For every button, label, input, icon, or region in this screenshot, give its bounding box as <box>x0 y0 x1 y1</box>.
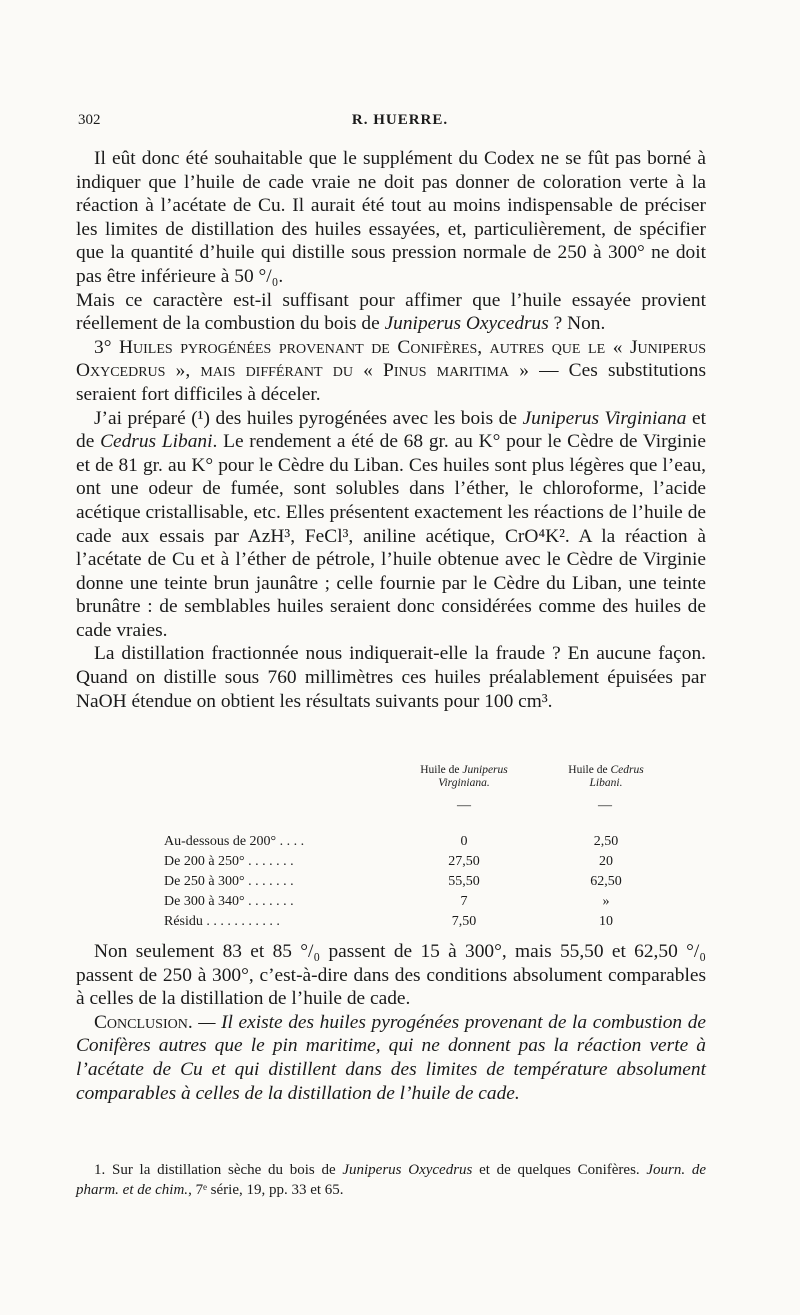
paragraph-4-text-c: . Le rendement a été de 68 gr. au K° pour le Cèdre de Virginie et de 81 gr. au K° pour le Cèdre du Liban. Ces huiles sont plus légères que l’eau, ont une odeur de fumée, sont solubles dans l’éther, le chloroforme, l’acide acétique cristallisable, etc. Elles présentent exactement les réactions de l’huile de cade aux essais par AzH³, FeCl³, aniline acétique, CrO⁴K². A la réaction à l’acétate de Cu et à l’éther de pétrole, l’huile obtenue avec le Cèdre de Virginie donne une teinte brun jaunâtre ; celle fournie par le Cèdre du Liban, une teinte brunâtre : de semblables huiles seraient donc considérées comme des huiles de cade vraies. <box>76 431 707 641</box>
table-row <box>164 834 684 854</box>
cedrus-value: 10 <box>599 914 613 929</box>
paragraph-5: La distillation fractionnée nous indiquerait-elle la fraude ? En aucune façon. Quand on distille sous 760 millimètres ces huiles préalablement épuisées par NaOH étendue on obtient les résultats suivants pour 100 cm³. <box>76 643 706 712</box>
page-number: 302 <box>78 112 101 128</box>
row-label: Au-dessous de 200° . . . . <box>164 834 305 849</box>
row-label: De 300 à 340° . . . . . . . <box>164 894 294 909</box>
juniperus-value: 27,50 <box>448 854 480 869</box>
header-species: Virginiana. <box>438 777 490 789</box>
header-prefix: Huile de <box>420 764 460 776</box>
footnote-text-b: et de quelques Conifères. <box>472 1162 647 1178</box>
table-row <box>164 914 684 934</box>
footnote-text-a: 1. Sur la distillation sèche du bois de <box>94 1162 343 1178</box>
juniperus-value: 0 <box>460 834 468 849</box>
header-genus: Juniperus <box>462 764 508 776</box>
species-name-virginiana: Juniperus Virginiana <box>522 407 687 429</box>
species-name: Juniperus Oxycedrus <box>384 313 549 335</box>
post-table-text <box>76 940 706 1105</box>
header-dash: — <box>457 798 471 813</box>
table-header-juniperus <box>400 764 528 790</box>
table-header-cedrus <box>542 764 670 790</box>
footnote-text-c: , 7ᵉ série, 19, pp. 33 et 65. <box>188 1182 344 1198</box>
header-dash: — <box>598 798 612 813</box>
paragraph-6: Non seulement 83 et 85 °/₀ passent de 15 à 300°, mais 55,50 et 62,50 °/₀ passent de 250 à 300°, c’est-à-dire dans des conditions absolument comparables à celles de la distillation de l’huile de cade. <box>76 941 706 1010</box>
section-3-heading: 3° Huiles pyrogénées provenant de Conifères, autres que le « Juniperus Oxycedrus », mais différant du « Pinus maritima » <box>76 336 706 382</box>
footnote-journal: Journ. de pharm. et de chim. <box>76 1162 707 1198</box>
section-3 <box>76 336 706 407</box>
juniperus-value: 7,50 <box>451 914 477 929</box>
paragraph-1: Il eût donc été souhaitable que le supplément du Codex ne se fût pas borné à indiquer que l’huile de cade vraie ne doit pas donner de coloration verte à la réaction à l’acétate de Cu. Il aurait été tout au moins indispensable de préciser les limites de distillation des huiles essayées, et, particulièrement, de spécifier que la quantité d’huile qui distille sous pression normale de 250 à 300° ne doit pas être inférieure à 50 °/₀. <box>76 148 706 287</box>
table-row <box>164 874 684 894</box>
cedrus-value: 20 <box>599 854 613 869</box>
table-row <box>164 854 684 874</box>
header-species: Libani. <box>589 777 623 789</box>
paragraph-4-text-b: et de <box>76 407 706 453</box>
row-label: De 200 à 250° . . . . . . . <box>164 854 294 869</box>
running-head: R. HUERRE. <box>351 112 449 128</box>
footnote-species: Juniperus Oxycedrus <box>342 1162 473 1178</box>
paragraph-4 <box>76 407 706 643</box>
juniperus-value: 7 <box>460 894 468 909</box>
cedrus-value: 62,50 <box>590 874 622 889</box>
main-text <box>76 147 706 713</box>
page-header <box>78 112 722 136</box>
row-label: Résidu . . . . . . . . . . . <box>164 914 280 929</box>
conclusion-paragraph <box>76 1011 706 1105</box>
paragraph-4-text-a: J’ai préparé (¹) des huiles pyrogénées avec les bois de <box>94 407 523 429</box>
conclusion-label: Conclusion. <box>94 1011 193 1033</box>
paragraph-2-tail: ? Non. <box>548 313 606 335</box>
species-name-libani: Cedrus Libani <box>100 431 213 453</box>
paragraph-2 <box>76 289 706 336</box>
cedrus-value: 2,50 <box>593 834 619 849</box>
footnote <box>76 1160 706 1200</box>
footnote-1 <box>76 1160 706 1200</box>
section-3-text: — Ces substitutions seraient fort difficiles à déceler. <box>76 360 706 405</box>
header-genus: Cedrus <box>610 764 644 776</box>
table-row <box>164 894 684 914</box>
paragraph-2-text: Mais ce caractère est-il suffisant pour affimer que l’huile essayée provient réellement de la combustion du bois de <box>76 289 706 335</box>
row-label: De 250 à 300° . . . . . . . <box>164 874 294 889</box>
cedrus-value: » <box>602 894 610 909</box>
header-prefix: Huile de <box>568 764 608 776</box>
juniperus-value: 55,50 <box>448 874 480 889</box>
conclusion-text: — Il existe des huiles pyrogénées provenant de la combustion de Conifères autres que le pin maritime, qui ne donnent pas la réaction verte à l’acétate de Cu et qui distillent dans des limites de température absolument comparables à celles de la distillation de l’huile de cade. <box>76 1011 706 1104</box>
